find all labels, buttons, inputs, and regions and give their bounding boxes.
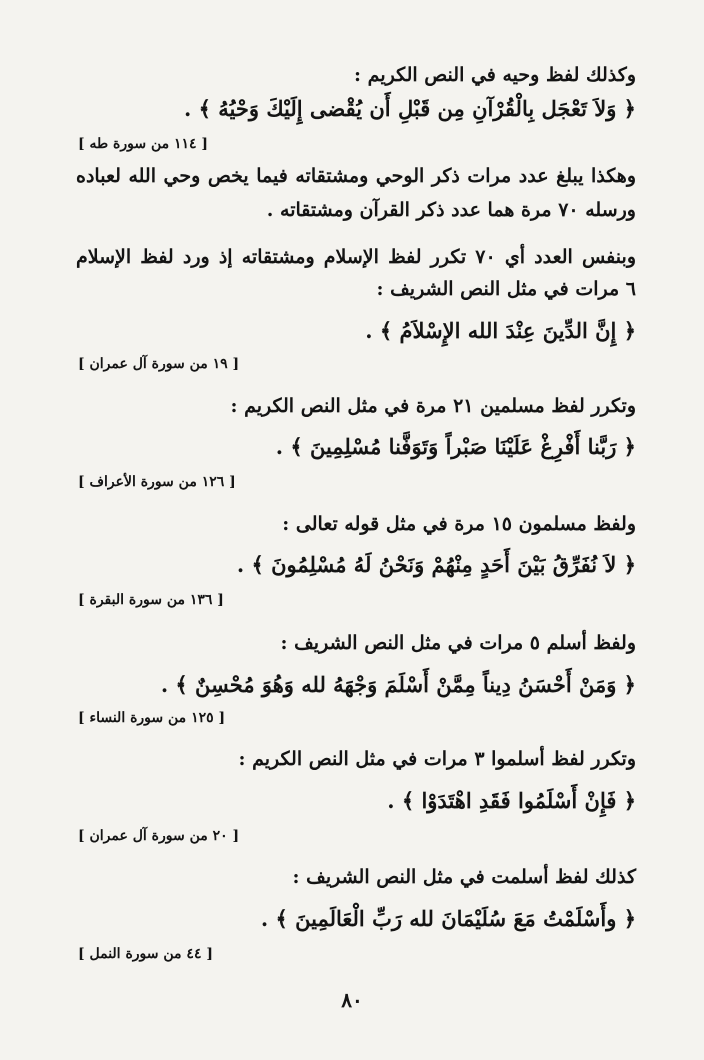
text-line: كذلك لفظ أسلمت في مثل النص الشريف : xyxy=(292,866,636,888)
text-line: وبنفس العدد أي ٧٠ تكرر لفظ الإسلام ومشتقاته إذ ورد لفظ الإسلام xyxy=(76,246,636,268)
quran-verse: ﴿ رَبَّنا أَفْرِغْ عَلَيْنَا صَبْراً وَتَوَفَّنا مُسْلِمِينَ ﴾ . xyxy=(275,434,636,459)
verse-reference: [ ١٩ من سورة آل عمران ] xyxy=(78,356,240,372)
quran-verse: ﴿ فَإِنْ أَسْلَمُوا فَقَدِ اهْتَدَوْا ﴾ . xyxy=(387,788,636,813)
text-line: وتكرر لفظ مسلمين ٢١ مرة في مثل النص الكريم : xyxy=(230,395,636,417)
quran-verse: ﴿ وَلاَ تَعْجَل بِالْقُرْآنِ مِن قَبْلِ أَن يُقْضى إِلَيْكَ وَحْيُهُ ﴾ . xyxy=(184,96,636,121)
text-line: ولفظ مسلمون ١٥ مرة في مثل قوله تعالى : xyxy=(282,513,636,535)
verse-reference: [ ٤٤ من سورة النمل ] xyxy=(78,946,213,962)
verse-reference: [ ١٢٦ من سورة الأعراف ] xyxy=(78,474,236,490)
text-line: وهكذا يبلغ عدد مرات ذكر الوحي ومشتقاته فيما يخص وحي الله لعباده xyxy=(76,165,636,187)
text-line: وتكرر لفظ أسلموا ٣ مرات في مثل النص الكريم : xyxy=(238,748,636,770)
verse-reference: [ ١١٤ من سورة طه ] xyxy=(78,136,209,152)
quran-verse: ﴿ لاَ نُفَرِّقُ بَيْنَ أَحَدٍ مِنْهُمْ وَنَحْنُ لَهُ مُسْلِمُونَ ﴾ . xyxy=(236,552,636,577)
page-number: ٨٠ xyxy=(341,988,363,1012)
quran-verse: ﴿ وأَسْلَمْتُ مَعَ سُلَيْمَانَ لله رَبِّ الْعَالَمِينَ ﴾ . xyxy=(260,906,636,931)
text-line: ورسله ٧٠ مرة هما عدد ذكر القرآن ومشتقاته . xyxy=(266,199,636,221)
quran-verse: ﴿ إِنَّ الدِّينَ عِنْدَ الله الإِسْلاَمُ ﴾ . xyxy=(365,318,636,343)
quran-verse: ﴿ وَمَنْ أَحْسَنُ دِيناً مِمَّنْ أَسْلَمَ وَجْهَهُ لله وَهُوَ مُحْسِنٌ ﴾ . xyxy=(160,672,636,697)
verse-reference: [ ١٢٥ من سورة النساء ] xyxy=(78,710,226,726)
text-line: ٦ مرات في مثل النص الشريف : xyxy=(376,278,636,300)
text-line: وكذلك لفظ وحيه في النص الكريم : xyxy=(354,64,636,86)
text-line: ولفظ أسلم ٥ مرات في مثل النص الشريف : xyxy=(280,632,636,654)
verse-reference: [ ٢٠ من سورة آل عمران ] xyxy=(78,828,240,844)
verse-reference: [ ١٣٦ من سورة البقرة ] xyxy=(78,592,224,608)
